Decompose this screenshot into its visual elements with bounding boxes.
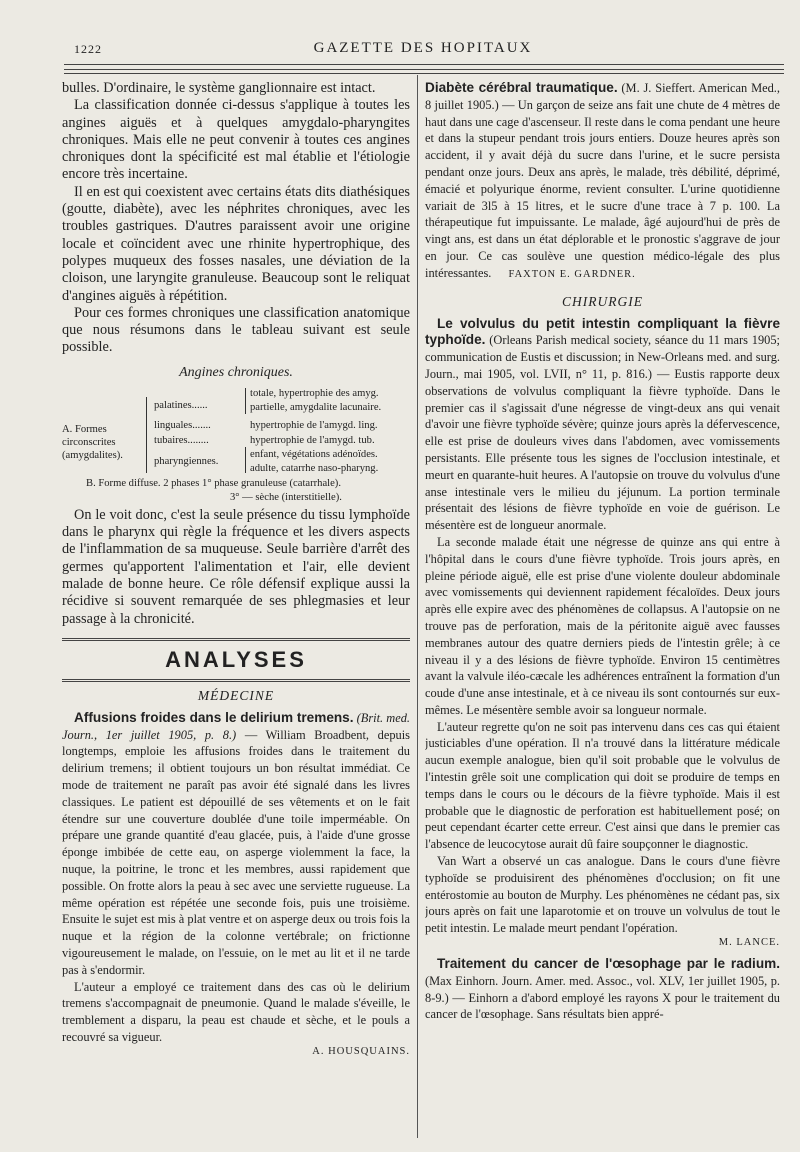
analyses-banner [62, 638, 410, 682]
article-body: (Orleans Parish medical society, séance du 11 mars 1905; communication de Eustis et discussion; in New-Orleans med. and surg. Journ., mai 1905, vol. LVII, n° 11, p. 816.) — Eustis rapporte deux observations de volvulus compliquant la fièvre typhoïde. Dans le premier cas il s'agissait d'une négresse de vingt-deux ans qui venait d'avoir une fièvre typhoïde sévère; quinze jours après la défervescence, elle est prise de douleurs vives dans l'abdomen, avec vomissements persistants. Elle présente tous les signes de l'occlusion intestinale, et meurt en quarante-huit heures. A l'autopsie on trouve du volvulus d'une anse intestinale vers le milieu du jéjunum. La portion terminale présentait des lésions de fièvre typhoïde en voie de guérison. Le mésentère est de longueur anormale. [425, 333, 780, 533]
article [425, 316, 780, 534]
article-body: — William Broadbent, depuis longtemps, emploie les affusions froides dans le traitement du delirium tremens; il obtient toujours un bon résultat immédiat. Ce mode de traitement ne paraît pas avoir été signalé dans les livres classiques. Le patient est dépouillé de ses vêtements et on le fait étendre sur une couverture doublée d'une toile imperméable. On prépare une grande quantité d'eau glacée, puis, à l'aide d'une grosse éponge imbibée de cette eau, on asperge violemment la face, la nuque, la poitrine, le tronc et les membres, aussi rapidement que possible. On frotte alors la peau à sec avec une serviette rugueuse. La même opération est répétée une seconde fois, puis une troisième. Ensuite le sujet est mis à plat ventre et on asperge deux ou trois fois la nuque et la région de la colonne vertébrale; on frictionne vigoureusement le malade, on l'essuie, on le met au lit et il ne tarde pas à s'endormir. [62, 727, 410, 977]
article-title: Diabète cérébral traumatique. [425, 80, 618, 95]
signature: A. HOUSQUAINS. [312, 1045, 410, 1057]
page-header [60, 36, 786, 58]
right-column [425, 80, 780, 1140]
paragraph: La classification donnée ci-dessus s'applique à toutes les angines aiguës et à quelques amygdalo-pharyngites chroniques. Mais elle ne peut convenir à toutes ces angines chroniques dont la spécificité est mal établie et l'étiologie encore très incertaine. [62, 97, 410, 183]
article-title: Traitement du cancer de l'œsophage par le radium. [437, 956, 780, 972]
table-cell: pharyngiennes. [154, 455, 219, 467]
column-divider [417, 75, 418, 1138]
table-brace [245, 388, 246, 414]
paragraph: La seconde malade était une négresse de quinze ans qui entre à l'hôpital dans le cours d'une fièvre typhoïde. Trois jours après, en pleine période aiguë, elle est prise d'une violente douleur abdominale avec vomissements qui deviennent rapidement fécaloïdes. Deux jours après elle expire avec des phénomènes de collapsus. A l'autopsie on ne trouve pas de perforation, mais de la péritonite aiguë avec fausses membranes autour des quatre derniers pieds de l'intestin grêle; à ce niveau il y a des lésions de fièvre typhoïde. Environ 15 centimètres avant la valvule iléo-cæcale les adhérences entraînent la formation d'un coude d'une anse intestinale, et à ce niveau ils sont contournés sur eux-mêmes. Le mésentère semble avoir sa longueur normale. [425, 534, 780, 717]
header-rule [64, 64, 784, 65]
article [62, 710, 410, 979]
signature: FAXTON E. GARDNER. [508, 268, 636, 280]
subsection-title: CHIRURGIE [562, 293, 643, 309]
table-cell: linguales....... [154, 419, 211, 431]
paragraph: On le voit donc, c'est la seule présence du tissu lymphoïde dans le pharynx qui règle la fréquence et les divers aspects de l'inflammation de sa muqueuse. Seule barrière d'arrêt des germes qu'apportent l'alimentation et l'air, elle devient malade de bonne heure. Ce rôle défensif explique aussi la récidive si souvent remarquée de ses phlegmasies et leur passage à la chronicité. [62, 506, 410, 627]
article-title: Affusions froides dans le delirium tremens. [74, 709, 354, 725]
table-cell: 3° — sèche (interstitielle). [230, 491, 342, 503]
classification-table [62, 385, 410, 507]
article-reference: (Brit. med. Journ., 1er juillet 1905, p. 8.) [62, 710, 410, 742]
table-cell: circonscrites [62, 436, 116, 448]
article-body: (Max Einhorn. Journ. Amer. med. Assoc., vol. XLV, 1er juillet 1905, p. 8-9.) — Einhorn a d'abord employé les rayons X pour le traitement du cancer de l'œsophage. Sans résultats bien appré- [425, 973, 780, 1022]
table-cell: palatines...... [154, 399, 208, 411]
journal-title: GAZETTE DES HOPITAUX [313, 40, 533, 56]
page-number: 1222 [74, 42, 102, 56]
table-title: Angines chroniques. [179, 364, 293, 380]
table-cell: hypertrophie de l'amygd. ling. [250, 419, 378, 431]
table-cell: hypertrophie de l'amygd. tub. [250, 434, 375, 446]
subsection-title: MÉDECINE [197, 687, 275, 703]
table-brace [146, 397, 147, 473]
article-body: (M. J. Sieffert. American Med., 8 juillet 1905.) — Un garçon de seize ans fait une chute de 4 mètres de haut dans une cage d'ascenseur. Il reste dans le coma pendant une heure et dans la stupeur pendant trois jours entiers. Douze heures après son accident, il y avait déjà du sucre dans l'urine, et le sucre persista pendant onze jours. Deux ans après, le malade, très débilité, déprimé, émacié et polyurique énorme, revient consulter. L'urine quotidienne variait de 3l5 à 15 litres, et le sucre d'une trace à 7 p. 100. La thérapeutique fut impuissante. Le malade, âgé aujourd'hui de près de vingt ans, est dans un état déplorable et le pronostic s'aggrave de jour en jour. Ce cas soulève une question médico-légale des plus intéressantes. [425, 81, 780, 280]
article-title: Le volvulus du petit intestin compliquant la fièvre typhoïde. [425, 315, 780, 348]
paragraph: L'auteur a employé ce traitement dans des cas où le delirium tremens s'accompagnait de pneumonie. Quand le malade s'éveille, le tremblement a disparu, la peau est chaude et sèche, et le pouls a recouvré sa vigueur. [62, 979, 410, 1044]
paragraph: Pour ces formes chroniques une classification anatomique que nous résumons dans le tableau suivant est seule possible. [62, 304, 410, 356]
table-brace [245, 447, 246, 473]
header-rule-thin [64, 69, 784, 70]
table-cell: totale, hypertrophie des amyg. [250, 387, 379, 399]
paragraph: Il en est qui coexistent avec certains états dits diathésiques (goutte, diabète), avec les néphrites chroniques, avec les troubles gastriques. D'autres paraissent avoir une origine locale et coïncident avec une rhinite hypertrophique, des polypes muqueux des fosses nasales, une déviation de la cloison, une laryngite granuleuse. Beaucoup sont le reliquat d'angines aiguës à répétition. [62, 183, 410, 304]
section-title: ANALYSES [165, 646, 307, 672]
paragraph: bulles. D'ordinaire, le système ganglionnaire est intact. [62, 80, 376, 96]
header-rule-bottom [64, 73, 784, 74]
table-cell: A. Formes [62, 423, 107, 435]
article [425, 80, 780, 284]
table-cell: adulte, catarrhe naso-pharyng. [250, 462, 379, 474]
table-cell: B. Forme diffuse. 2 phases 1° phase granuleuse (catarrhale). [86, 477, 341, 489]
table-cell: partielle, amygdalite lacunaire. [250, 401, 382, 413]
paragraph: Van Wart a observé un cas analogue. Dans le cours d'une fièvre typhoïde se produisirent des phénomènes d'occlusion; on fit une entérostomie au bouton de Murphy. Les phénomènes ne cédant pas, six jours après on fait une laparotomie et on trouve un volvulus de tout le petit intestin. Le malade meurt pendant l'opération. [425, 854, 780, 936]
table-cell: tubaires........ [154, 434, 209, 446]
signature: M. LANCE. [718, 937, 780, 949]
article [425, 956, 780, 1023]
table-cell: enfant, végétations adénoïdes. [250, 448, 378, 460]
paragraph: L'auteur regrette qu'on ne soit pas intervenu dans ces cas qui étaient justiciables d'une opération. Il n'a trouvé dans la littérature médicale aucun exemple analogue, bien qu'il soit probable que le volvulus de l'intestin grêle soit une complication qui doit se produire de temps en temps dans le cours ou le décours de la fièvre typhoïde. Mais il est probable que le diagnostic de perforation est habituellement posé; on peut cependant écarter cette erreur. C'est ainsi que dans le premier cas l'absence de leucocytose aurait dû faire soupçonner le diagnostic. [425, 719, 780, 852]
left-column [62, 80, 410, 1140]
table-cell: (amygdalites). [62, 449, 123, 461]
